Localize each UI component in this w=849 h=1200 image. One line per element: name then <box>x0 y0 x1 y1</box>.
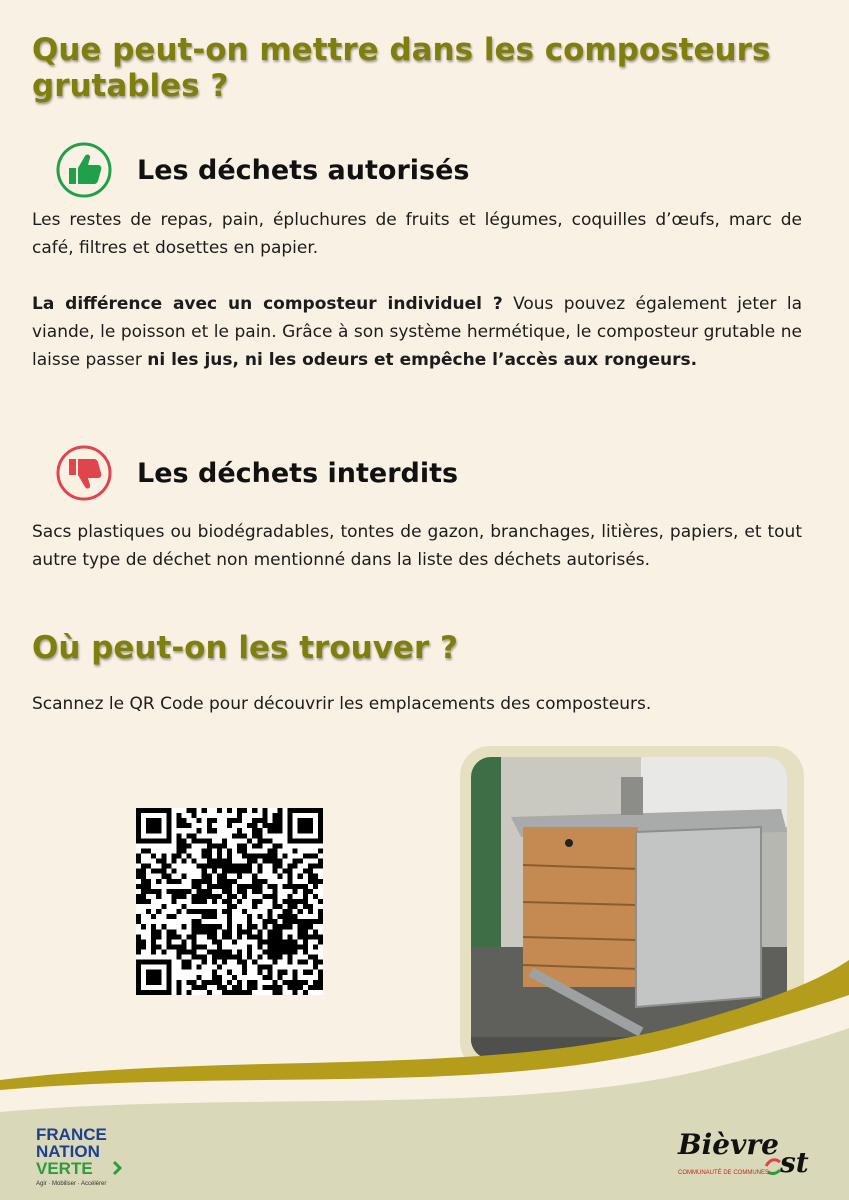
difference-question: La différence avec un composteur individuel ? <box>32 294 503 314</box>
allowed-heading: Les déchets autorisés <box>137 154 470 186</box>
thumbs-down-icon <box>55 444 113 502</box>
thumbs-up-icon <box>55 141 113 199</box>
where-text: Scannez le QR Code pour découvrir les emplacements des composteurs. <box>32 694 652 714</box>
difference-paragraph <box>32 290 802 374</box>
forbidden-section-header <box>55 443 458 503</box>
allowed-section-header <box>55 140 469 200</box>
svg-text:COMMUNAUTÉ DE COMMUNES: COMMUNAUTÉ DE COMMUNES <box>678 1170 769 1176</box>
difference-text: Vous pouvez également jeter la viande, le poisson et le pain. Grâce à son système hermétique, le composteur grutable ne laisse passer <box>32 294 802 370</box>
page-title: Que peut-on mettre dans les composteurs grutables ? <box>32 32 771 104</box>
svg-text:st: st <box>780 1146 809 1179</box>
allowed-text: Les restes de repas, pain, épluchures de fruits et légumes, coquilles d’œufs, marc de café, filtres et dosettes en papier. <box>32 210 802 258</box>
svg-text:NATION: NATION <box>36 1142 100 1161</box>
france-nation-verte-logo <box>36 1124 136 1188</box>
where-heading: Où peut-on les trouver ? <box>32 630 459 666</box>
svg-text:FRANCE: FRANCE <box>36 1125 107 1144</box>
svg-text:VERTE: VERTE <box>36 1159 93 1178</box>
difference-emphasis: ni les jus, ni les odeurs et empêche l’accès aux rongeurs. <box>147 350 698 370</box>
svg-text:Agir · Mobiliser · Accélérer: Agir · Mobiliser · Accélérer <box>36 1181 107 1187</box>
bievre-est-logo <box>676 1124 836 1184</box>
forbidden-heading: Les déchets interdits <box>137 457 459 489</box>
svg-text:Bièvre: Bièvre <box>678 1128 779 1161</box>
forbidden-text: Sacs plastiques ou biodégradables, tontes de gazon, branchages, litières, papiers, et tout autre type de déchet non mentionné dans la liste des déchets autorisés. <box>32 522 802 570</box>
